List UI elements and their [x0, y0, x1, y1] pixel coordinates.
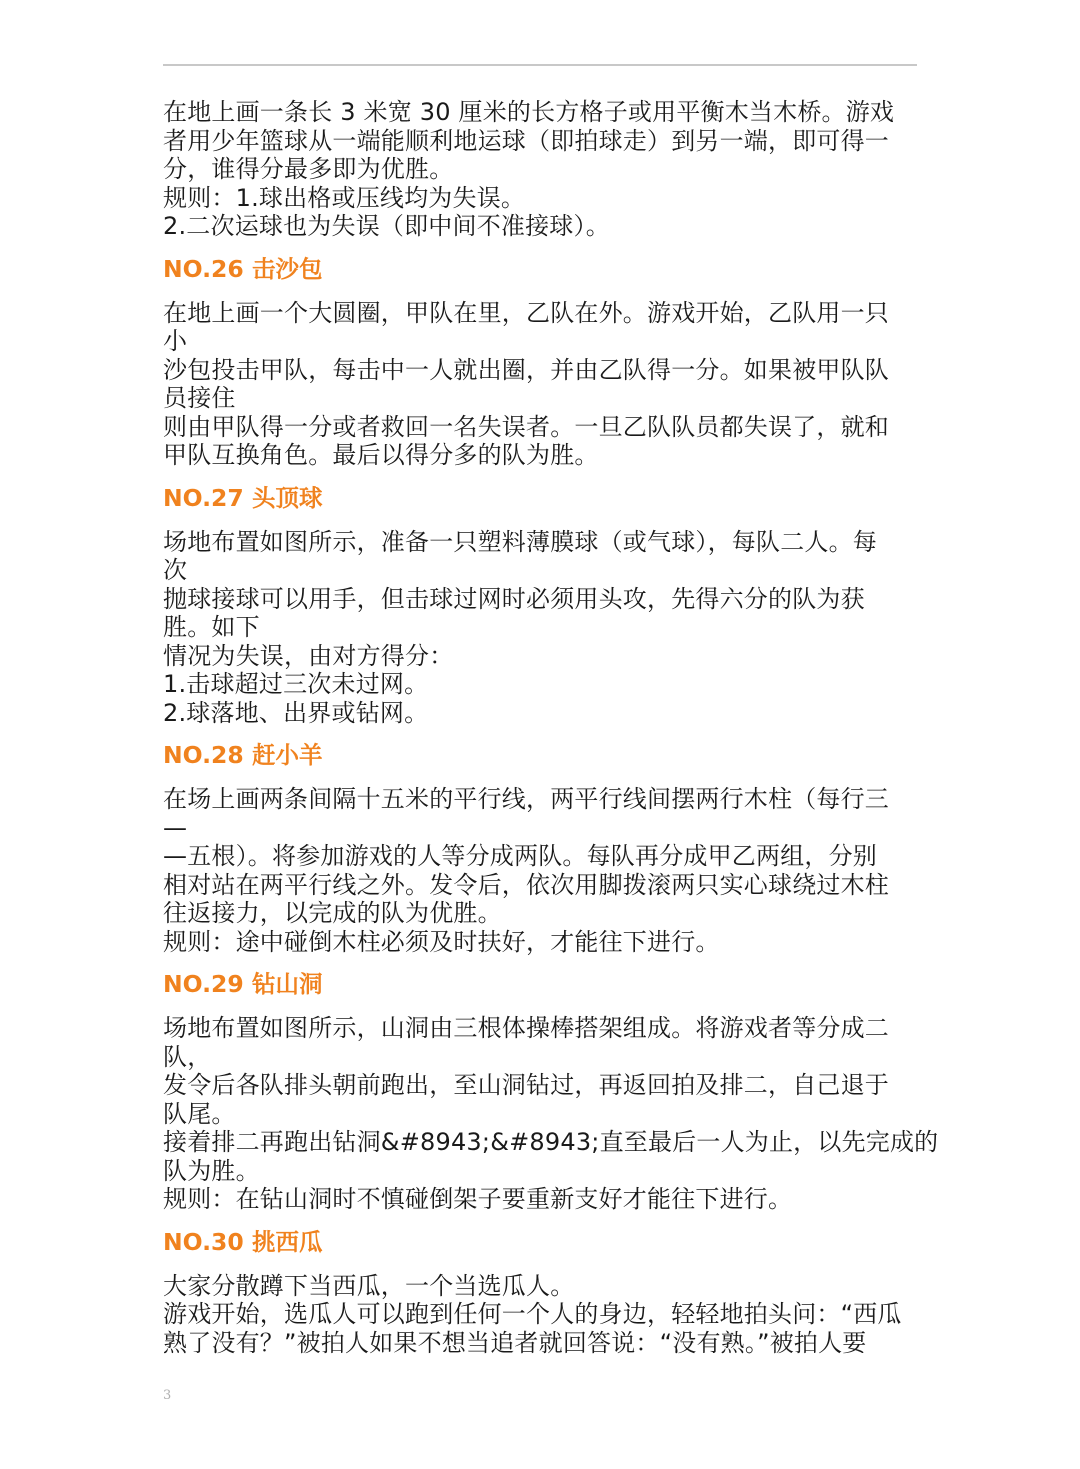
text-line: 在地上画一个大圆圈，甲队在里，乙队在外。游戏开始，乙队用一只	[163, 298, 889, 327]
text-line: 沙包投击甲队，每击中一人就出圈，并由乙队得一分。如果被甲队队	[163, 355, 889, 384]
section-body-26	[163, 299, 923, 470]
text-line: 游戏开始，选瓜人可以跑到任何一个人的身边，轻轻地拍头问：“西瓜	[163, 1300, 902, 1328]
text-line: 场地布置如图所示，准备一只塑料薄膜球（或气球），每队二人。每	[163, 527, 877, 556]
section-body-30	[163, 1272, 923, 1358]
text-line: 熟了没有？”被拍人如果不想当追者就回答说：“没有熟。”被拍人要	[163, 1328, 867, 1357]
text-line: 者用少年篮球从一端能顺利地运球（即拍球走）到另一端，即可得一	[163, 126, 889, 155]
text-line: 在地上画一条长 3 米宽 30 厘米的长方格子或用平衡木当木桥。游戏	[163, 98, 895, 126]
text-line: 发令后各队排头朝前跑出，至山洞钻过，再返回拍及排二，自己退于	[163, 1071, 889, 1099]
section-heading-28: NO.28 赶小羊	[163, 741, 323, 769]
intro-paragraph	[163, 98, 923, 241]
section-heading-29: NO.29 钻山洞	[163, 970, 323, 998]
text-line: 员接住	[163, 384, 236, 412]
document-body	[163, 98, 939, 1371]
section-body-28	[163, 785, 923, 956]
text-line: 在场上画两条间隔十五米的平行线，两平行线间摆两行木柱（每行三	[163, 785, 889, 813]
text-line: 规则：在钻山洞时不慎碰倒架子要重新支好才能往下进行。	[163, 1185, 793, 1213]
text-line: 胜。如下	[163, 613, 260, 641]
text-line: 队为胜。	[163, 1156, 260, 1185]
text-line: 2.球落地、出界或钻网。	[163, 698, 429, 727]
top-rule	[163, 64, 917, 66]
text-line: 队，	[163, 1042, 212, 1071]
text-line: 队尾。	[163, 1099, 236, 1128]
section-body-29	[163, 1014, 939, 1214]
text-line: 2.二次运球也为失误（即中间不准接球）。	[163, 212, 610, 240]
section-heading-30: NO.30 挑西瓜	[163, 1227, 323, 1256]
text-line: 情况为失误，由对方得分：	[163, 641, 454, 670]
text-line: 大家分散蹲下当西瓜，一个当选瓜人。	[163, 1271, 575, 1300]
text-line: 接着排二再跑出钻洞&#8943;&#8943;直至最后一人为止，以先完成的	[163, 1128, 939, 1156]
text-line: 则由甲队得一分或者救回一名失误者。一旦乙队队员都失误了，就和	[163, 412, 889, 441]
text-line: —	[163, 813, 188, 842]
text-line: 规则：1.球出格或压线均为失误。	[163, 183, 526, 212]
text-line: 抛球接球可以用手，但击球过网时必须用头攻，先得六分的队为获	[163, 584, 865, 613]
text-line: 甲队互换角色。最后以得分多的队为胜。	[163, 441, 599, 469]
text-line: 次	[163, 556, 188, 584]
text-line: 规则：途中碰倒木柱必须及时扶好，才能往下进行。	[163, 927, 720, 956]
text-line: 1.击球超过三次未过网。	[163, 670, 429, 698]
section-heading-26: NO.26 击沙包	[163, 254, 323, 283]
text-line: 相对站在两平行线之外。发令后，依次用脚拨滚两只实心球绕过木柱	[163, 870, 889, 899]
page-number: 3	[163, 1388, 172, 1403]
text-line: 场地布置如图所示，山洞由三根体操棒搭架组成。将游戏者等分成二	[163, 1014, 889, 1042]
text-line: 小	[163, 327, 188, 355]
section-body-27	[163, 528, 923, 728]
text-line: 分，谁得分最多即为优胜。	[163, 155, 454, 183]
text-line: 往返接力，以完成的队为优胜。	[163, 899, 502, 927]
text-line: —五根）。将参加游戏的人等分成两队。每队再分成甲乙两组，分别	[163, 842, 877, 870]
section-heading-27: NO.27 头顶球	[163, 483, 323, 512]
